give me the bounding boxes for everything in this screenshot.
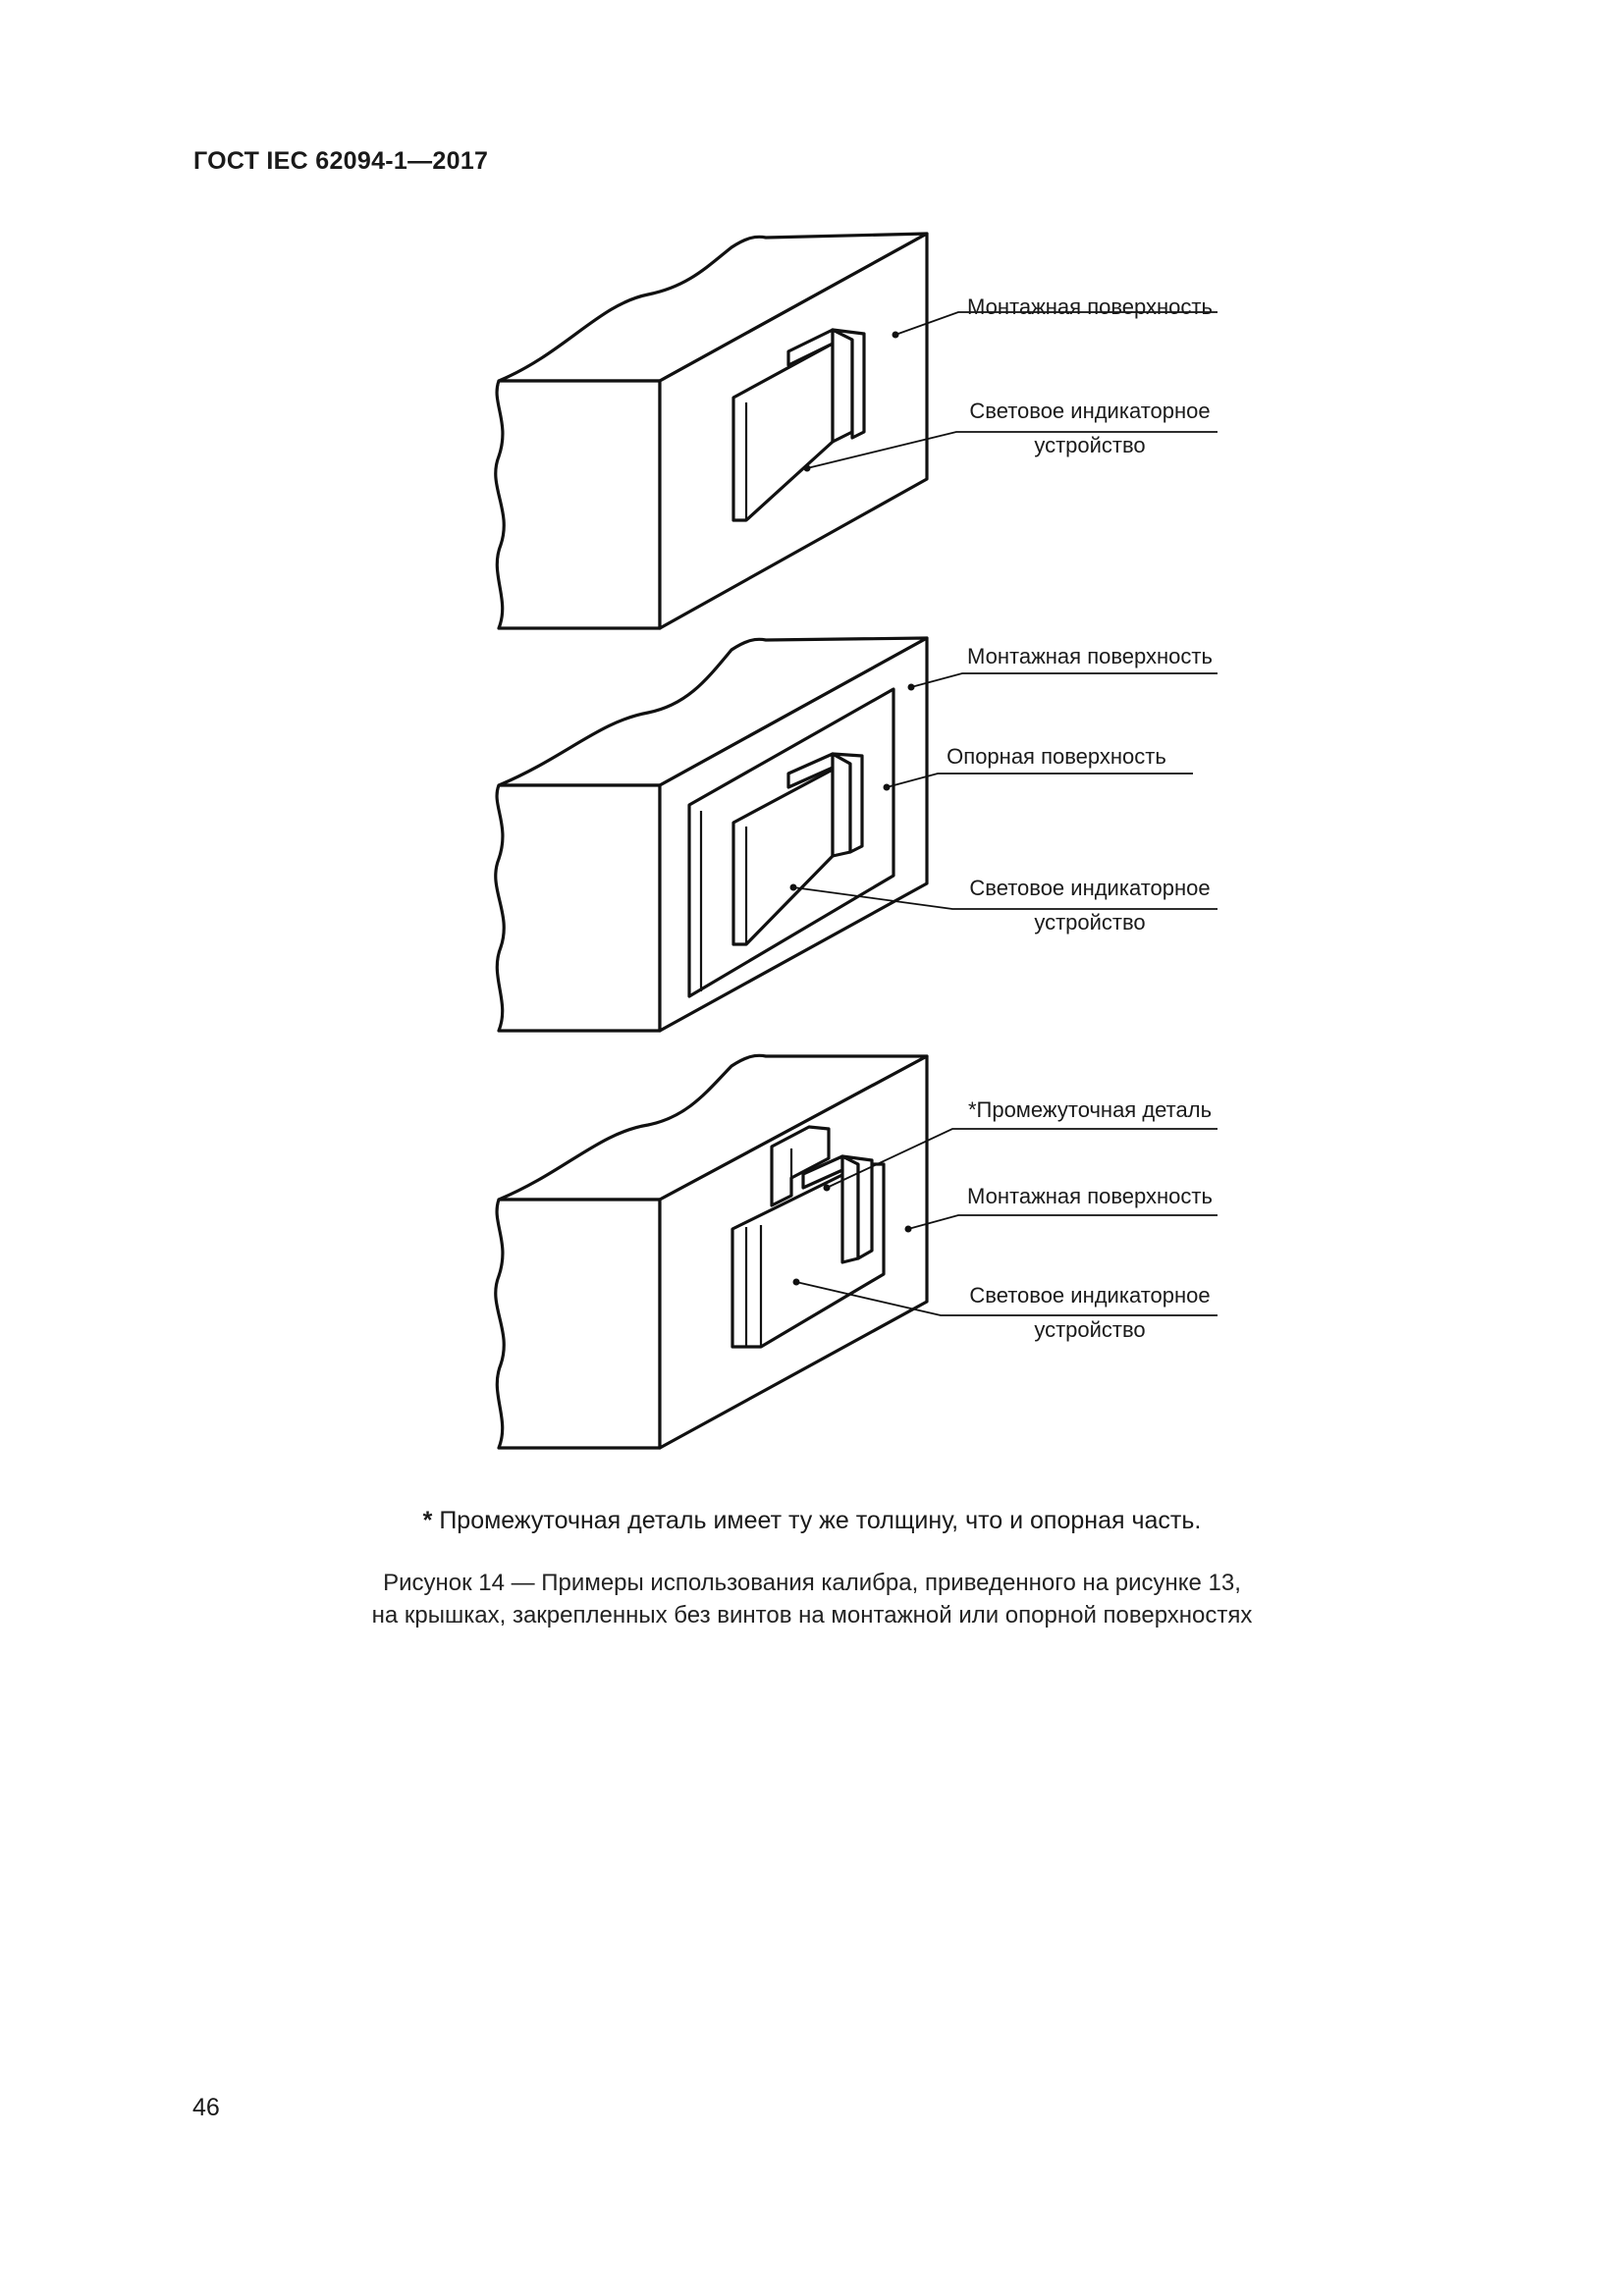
block-left-face xyxy=(496,381,660,628)
label-mounting-surface: Монтажная поверхность xyxy=(967,294,1213,319)
label-indicator-line2: устройство xyxy=(1034,1317,1146,1342)
label-indicator-line1: Световое индикаторное xyxy=(969,876,1211,900)
figure-panel-2 xyxy=(496,638,1218,1031)
block-left-face xyxy=(496,1200,660,1448)
figure-caption xyxy=(0,1567,1624,1631)
footnote-text: Промежуточная деталь имеет ту же толщину, что и опорная часть. xyxy=(432,1507,1202,1534)
label-indicator-line1: Световое индикаторное xyxy=(969,399,1211,423)
document-code: ГОСТ IEC 62094-1—2017 xyxy=(193,147,489,175)
figure-panel-1 xyxy=(496,234,1218,628)
label-support-surface: Опорная поверхность xyxy=(947,744,1166,769)
label-indicator-line2: устройство xyxy=(1034,433,1146,457)
label-indicator-line2: устройство xyxy=(1034,910,1146,934)
page-number: 46 xyxy=(192,2094,220,2121)
label-intermediate-part: *Промежуточная деталь xyxy=(967,1097,1213,1122)
label-mounting-surface: Монтажная поверхность xyxy=(967,1184,1213,1208)
block-left-face xyxy=(496,785,660,1031)
label-indicator-line1: Световое индикаторное xyxy=(969,1283,1211,1308)
figure-panel-3 xyxy=(496,1055,1218,1448)
footnote-star: * xyxy=(422,1507,433,1534)
caption-line-2: на крышках, закрепленных без винтов на монтажной или опорной поверхностях xyxy=(371,1602,1253,1629)
figure-footnote xyxy=(0,1507,1624,1535)
label-mounting-surface: Монтажная поверхность xyxy=(967,644,1213,668)
caption-line-1: Рисунок 14 — Примеры использования калибра, приведенного на рисунке 13, xyxy=(383,1570,1241,1596)
